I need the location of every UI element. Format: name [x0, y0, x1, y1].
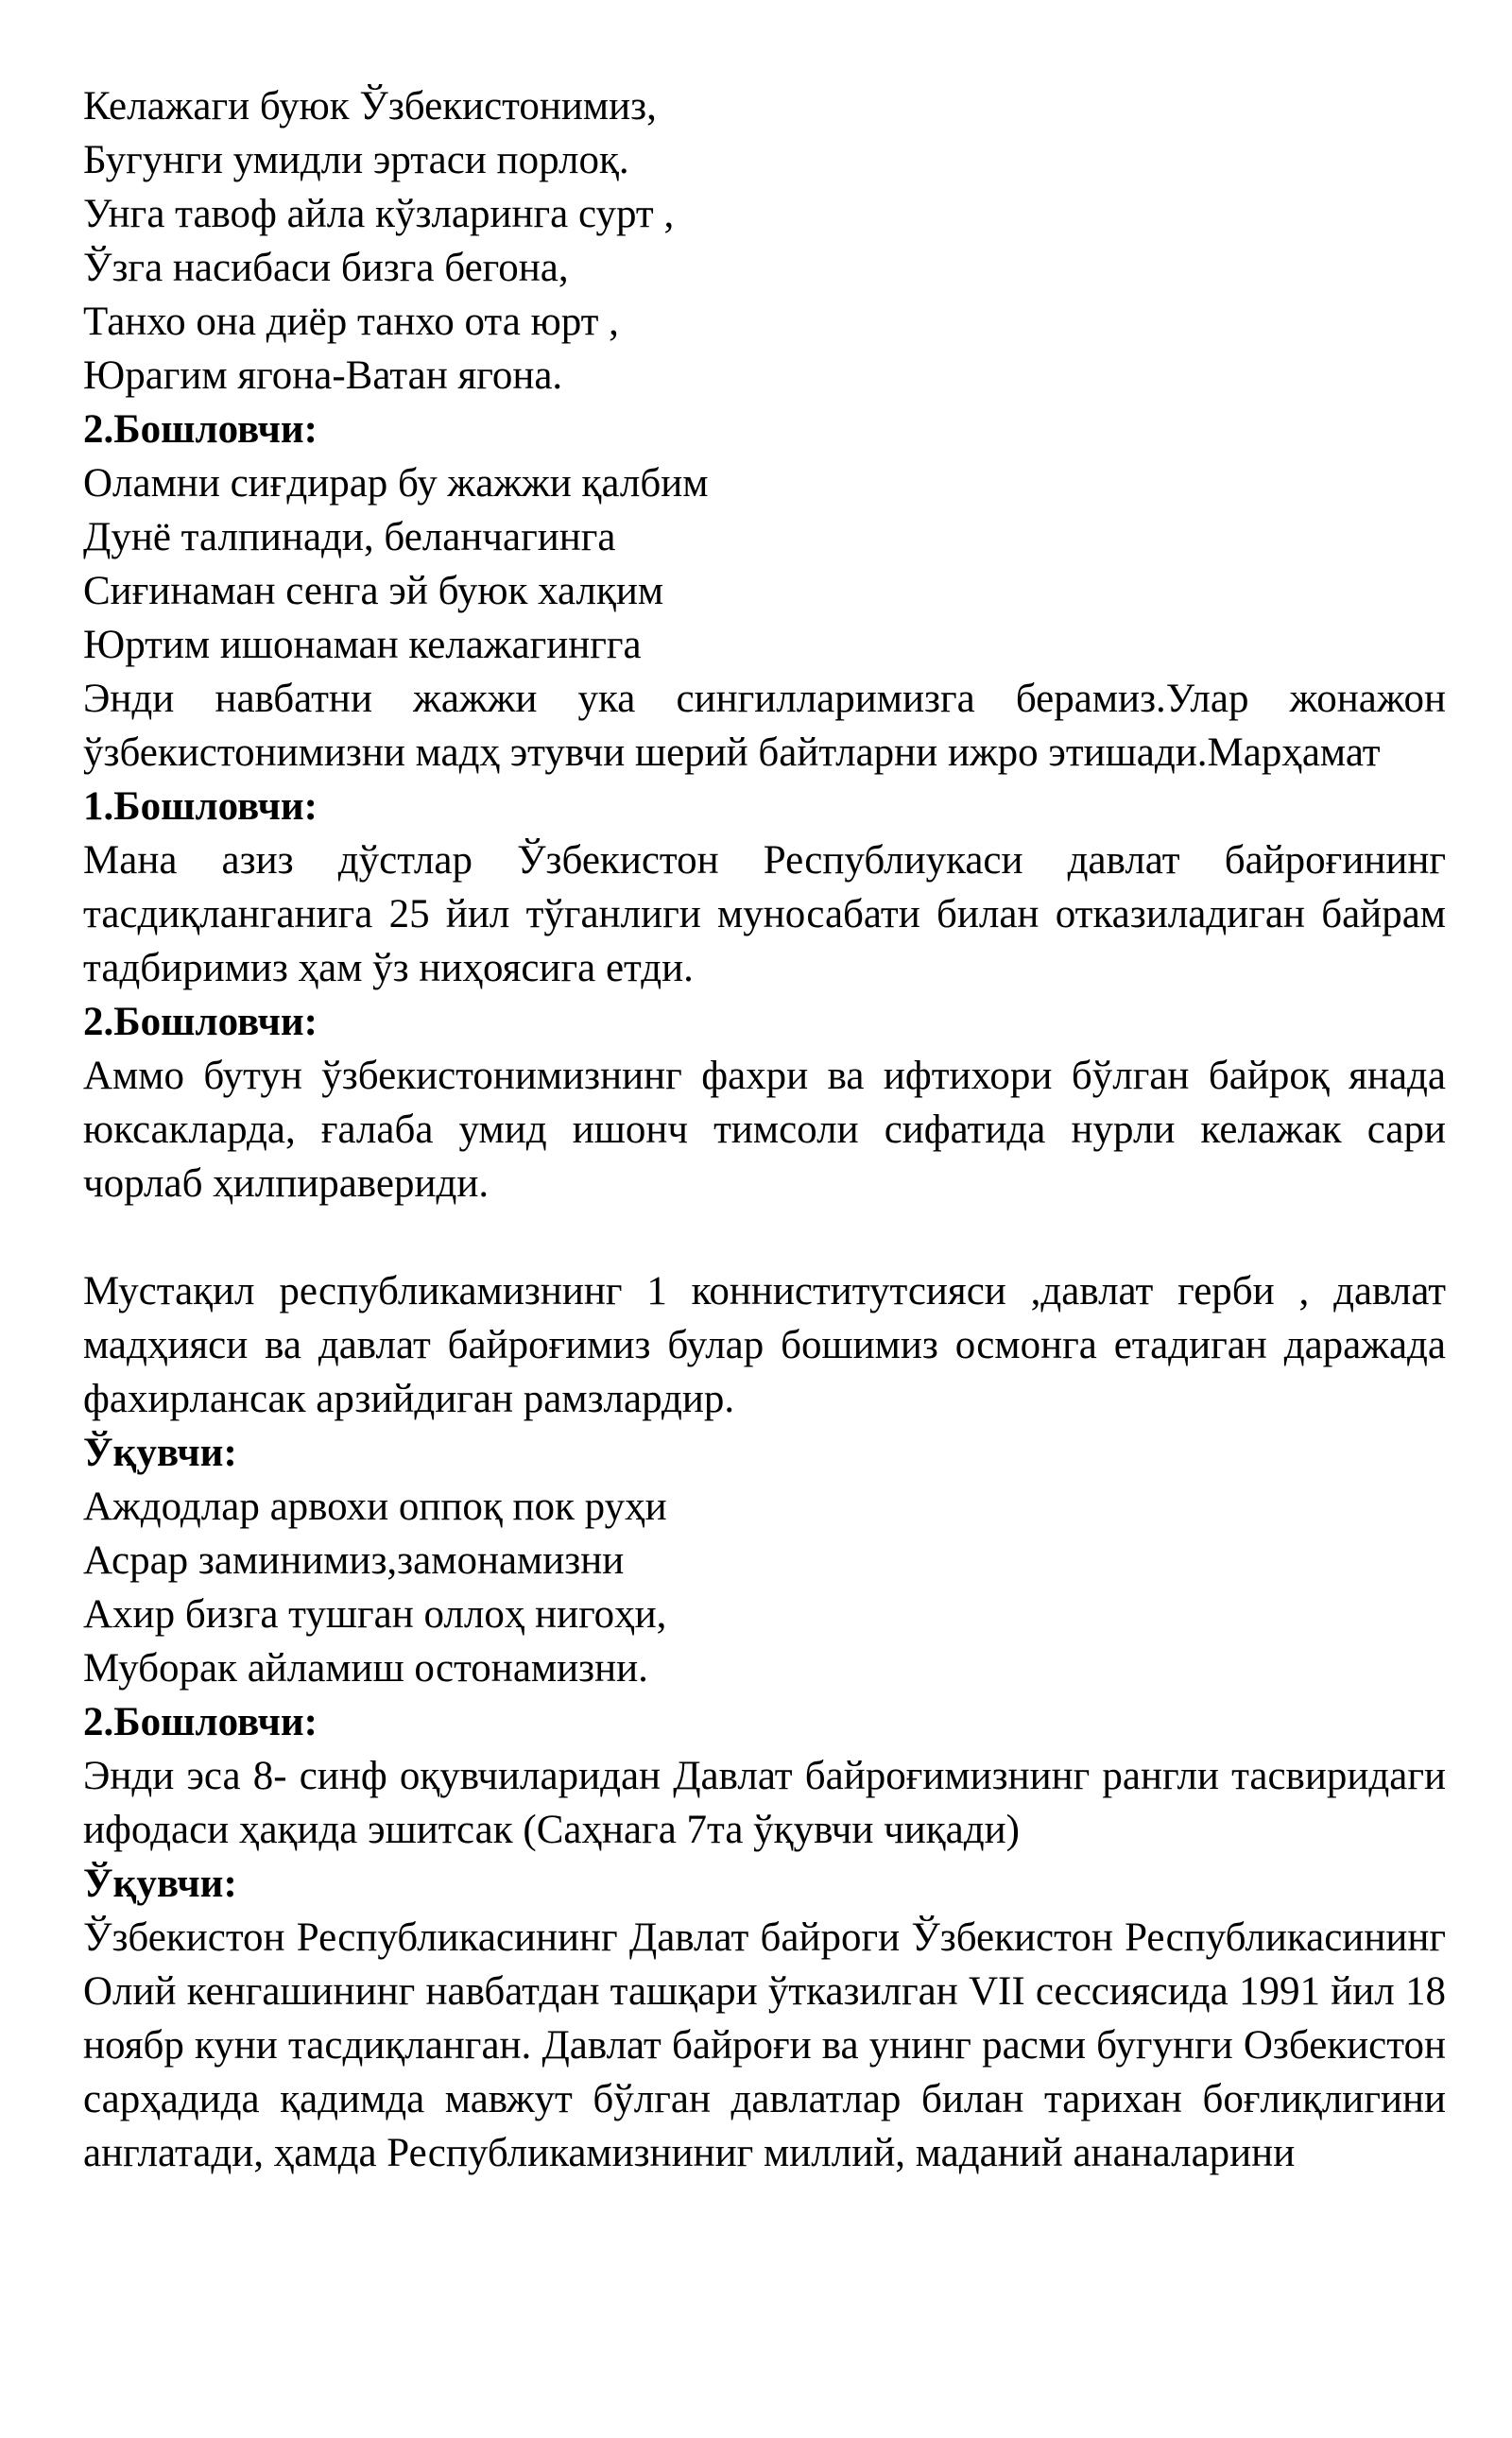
poem-line: Оламни сиғдирар бу жажжи қалбим	[83, 461, 709, 506]
poem-line: Келажаги буюк Ўзбекистонимиз,	[83, 84, 657, 129]
poem-line: Ўзга насибаси бизга бегона,	[83, 246, 569, 290]
poem-line: Аждодлар арвохи оппоқ пок руҳи	[83, 1485, 667, 1529]
poem-line: Асрар заминимиз,замонамизни	[83, 1538, 625, 1583]
paragraph-class8: Энди эса 8- синф оқувчиларидан Давлат байроғимизнинг рангли тасвиридаги ифодаси ҳақида эшитсак (Саҳнага 7та ўқувчи чиқади)	[83, 1754, 1446, 1852]
speaker-heading: 2.Бошловчи:	[83, 1700, 318, 1744]
poem-line: Юрагим ягона-Ватан ягона.	[83, 353, 563, 398]
paragraph-history: Ўзбекистон Республикасининг Давлат байроги Ўзбекистон Республикасининг Олий кенгашининг навбатдан ташқари ўтказилган VII сессиясида 1991 йил 18 ноябр куни тасдиқланган. Давлат байроғи ва унинг расми бугунги Озбекистон сарҳадида қадимда мавжут бўлган давлатлар билан тарихан боғлиқлигини англатади, ҳамда Республикамизниниг миллий, маданий ананаларини	[83, 1915, 1446, 2175]
poem-line: Танхо она диёр танхо ота юрт ,	[83, 300, 619, 344]
poem-line: Бугунги умидли эртаси порлоқ.	[83, 138, 629, 182]
poem-line: Унга тавоф айла кўзларинга сурт ,	[83, 192, 675, 236]
speaker-heading: Ўқувчи:	[83, 1862, 237, 1906]
speaker-heading: 2.Бошловчи:	[83, 1000, 318, 1044]
poem-line: Муборак айламиш остонамизни.	[83, 1646, 648, 1691]
paragraph-symbols: Мустақил республикамизнинг 1 конниститутсияси ,давлат герби , давлат мадҳияси ва давлат байроғимиз булар бошимиз осмонга етадиган даражада фахирлансак арзийдиган рамзлардир.	[83, 1269, 1446, 1421]
speaker-heading: 1.Бошловчи:	[83, 784, 318, 829]
paragraph-flag-anniversary: Мана азиз дўстлар Ўзбекистон Республиукаси давлат байроғининг тасдиқланганига 25 йил тўганлиги муносабати билан отказиладиган байрам тадбиримиз ҳам ўз ниҳоясига етди.	[83, 838, 1446, 990]
document-page	[83, 79, 1446, 2180]
blank-line	[83, 1210, 1446, 1264]
poem-line: Юртим ишонаман келажагингга	[83, 623, 642, 667]
poem-line: Дунё талпинади, беланчагинга	[83, 515, 616, 559]
paragraph-invite: Энди навбатни жажжи ука сингилларимизга берамиз.Улар жонажон ўзбекистонимизни мадҳ этувчи шерий байтларни ижро этишади.Марҳамат	[83, 677, 1446, 775]
speaker-heading: 2.Бошловчи:	[83, 407, 318, 452]
poem-line: Ахир бизга тушган оллоҳ нигоҳи,	[83, 1592, 667, 1637]
poem-line: Сиғинаман сенга эй буюк халқим	[83, 569, 664, 613]
paragraph-pride: Аммо бутун ўзбекистонимизнинг фахри ва ифтихори бўлган байроқ янада юксакларда, ғалаба умид ишонч тимсоли сифатида нурли келажак сари чорлаб ҳилпиравериди.	[83, 1054, 1446, 1206]
speaker-heading: Ўқувчи:	[83, 1431, 237, 1475]
